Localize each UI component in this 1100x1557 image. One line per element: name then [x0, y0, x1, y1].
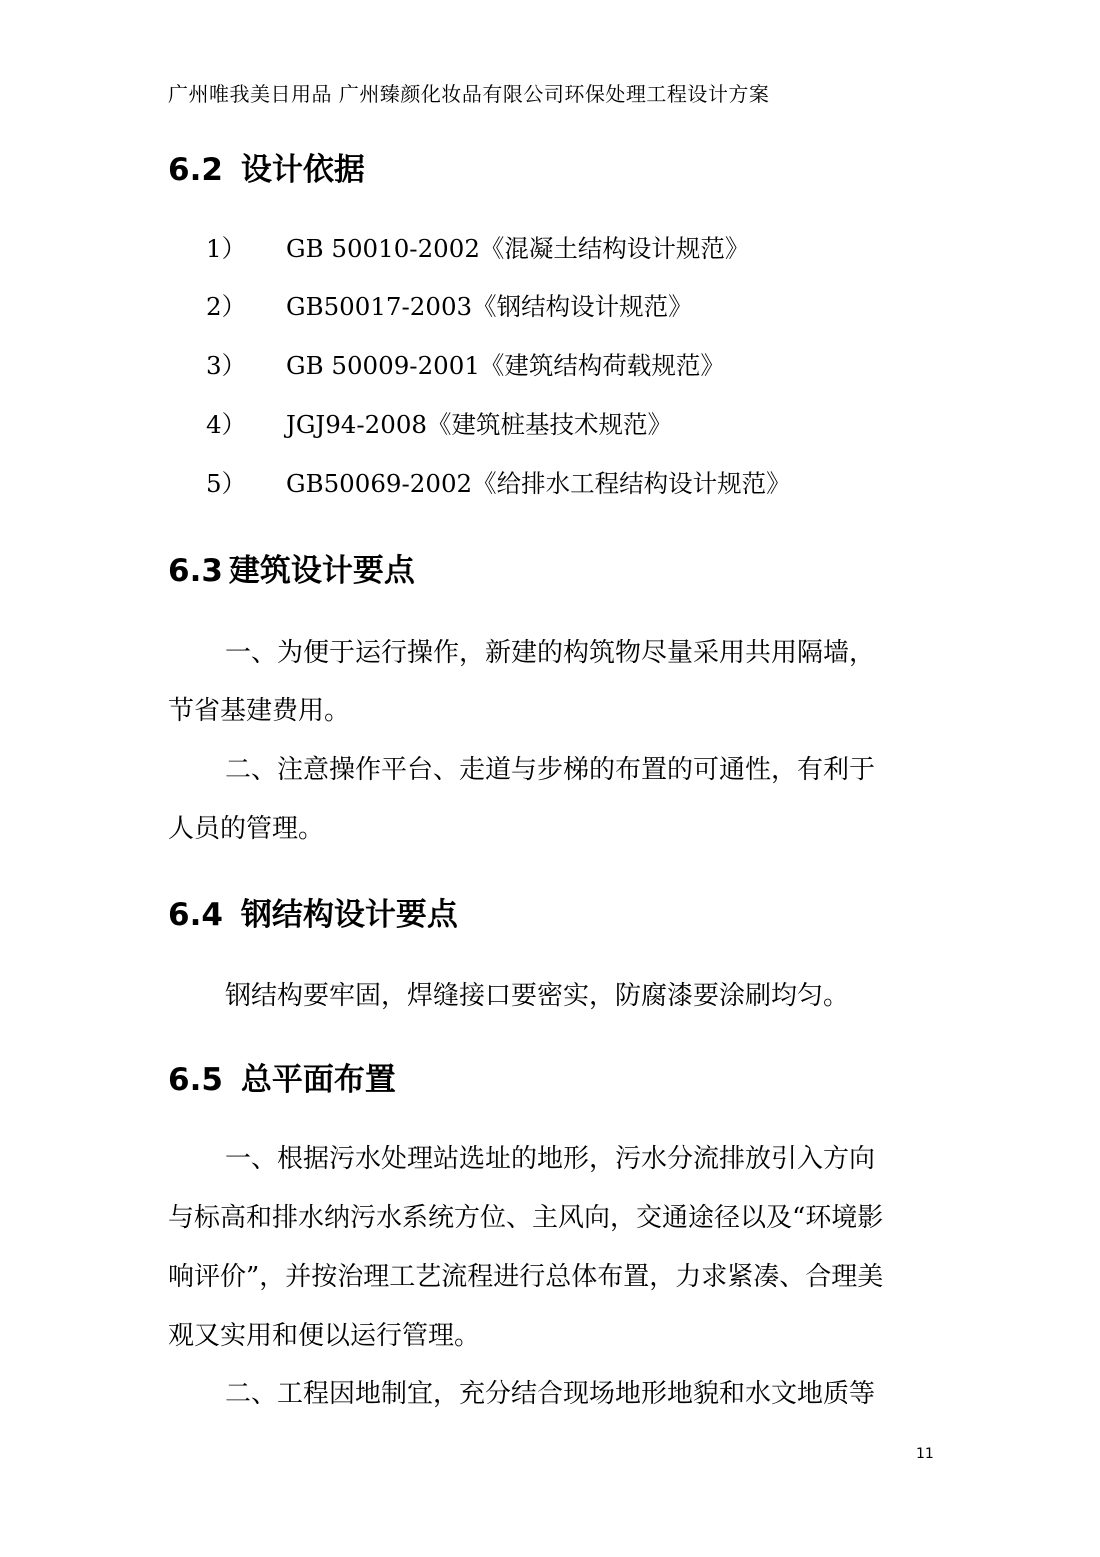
- reference-number: 2）: [206, 292, 247, 321]
- section-title: 总平面布置: [240, 1062, 396, 1098]
- section-heading-6-3: [168, 545, 415, 590]
- reference-text: GB 50010-2002《混凝土结构设计规范》: [286, 234, 750, 263]
- paragraph-line: 人员的管理。: [168, 814, 325, 844]
- reference-item-1: [206, 230, 749, 265]
- section-title: 钢结构设计要点: [240, 897, 458, 933]
- reference-number: 1）: [206, 234, 247, 263]
- section-title: 建筑设计要点: [228, 553, 415, 589]
- page-number: 11: [916, 1446, 934, 1462]
- paragraph-line: 与标高和排水纳污水系统方位、主风向，交通途径以及“环境影: [168, 1203, 884, 1233]
- section-number: 6.5: [168, 1062, 223, 1098]
- paragraph-line: 一、根据污水处理站选址的地形，污水分流排放引入方向: [225, 1144, 876, 1174]
- paragraph-line: 二、工程因地制宜，充分结合现场地形地貌和水文地质等: [225, 1379, 876, 1409]
- reference-text: GB50017-2003《钢结构设计规范》: [286, 292, 693, 321]
- section-heading-6-4: [168, 889, 458, 934]
- running-header: 广州唯我美日用品 广州臻颜化妆品有限公司环保处理工程设计方案: [168, 82, 770, 106]
- paragraph-line: 响评价”，并按治理工艺流程进行总体布置，力求紧凑、合理美: [168, 1262, 884, 1292]
- paragraph-line: 一、为便于运行操作，新建的构筑物尽量采用共用隔墙，: [225, 638, 876, 668]
- reference-number: 4）: [206, 410, 247, 439]
- section-heading-6-5: [168, 1054, 396, 1099]
- section-number: 6.2: [168, 152, 223, 188]
- reference-item-4: [206, 406, 672, 441]
- reference-text: GB 50009-2001《建筑结构荷载规范》: [286, 351, 725, 380]
- paragraph-line: 二、注意操作平台、走道与步梯的布置的可通性，有利于: [225, 755, 876, 785]
- reference-text: JGJ94-2008《建筑桩基技术规范》: [286, 410, 673, 439]
- section-title: 设计依据: [240, 152, 365, 188]
- reference-number: 3）: [206, 351, 247, 380]
- reference-item-2: [206, 288, 693, 323]
- reference-item-5: [206, 465, 791, 500]
- reference-item-3: [206, 347, 725, 382]
- paragraph-line: 节省基建费用。: [168, 696, 351, 726]
- reference-text: GB50069-2002《给排水工程结构设计规范》: [286, 469, 791, 498]
- paragraph-line: 观又实用和便以运行管理。: [168, 1321, 481, 1351]
- section-number: 6.4: [168, 897, 223, 933]
- section-number: 6.3: [168, 553, 223, 589]
- paragraph-line: 钢结构要牢固，焊缝接口要密实，防腐漆要涂刷均匀。: [225, 981, 850, 1011]
- section-heading-6-2: [168, 144, 365, 189]
- reference-number: 5）: [206, 469, 247, 498]
